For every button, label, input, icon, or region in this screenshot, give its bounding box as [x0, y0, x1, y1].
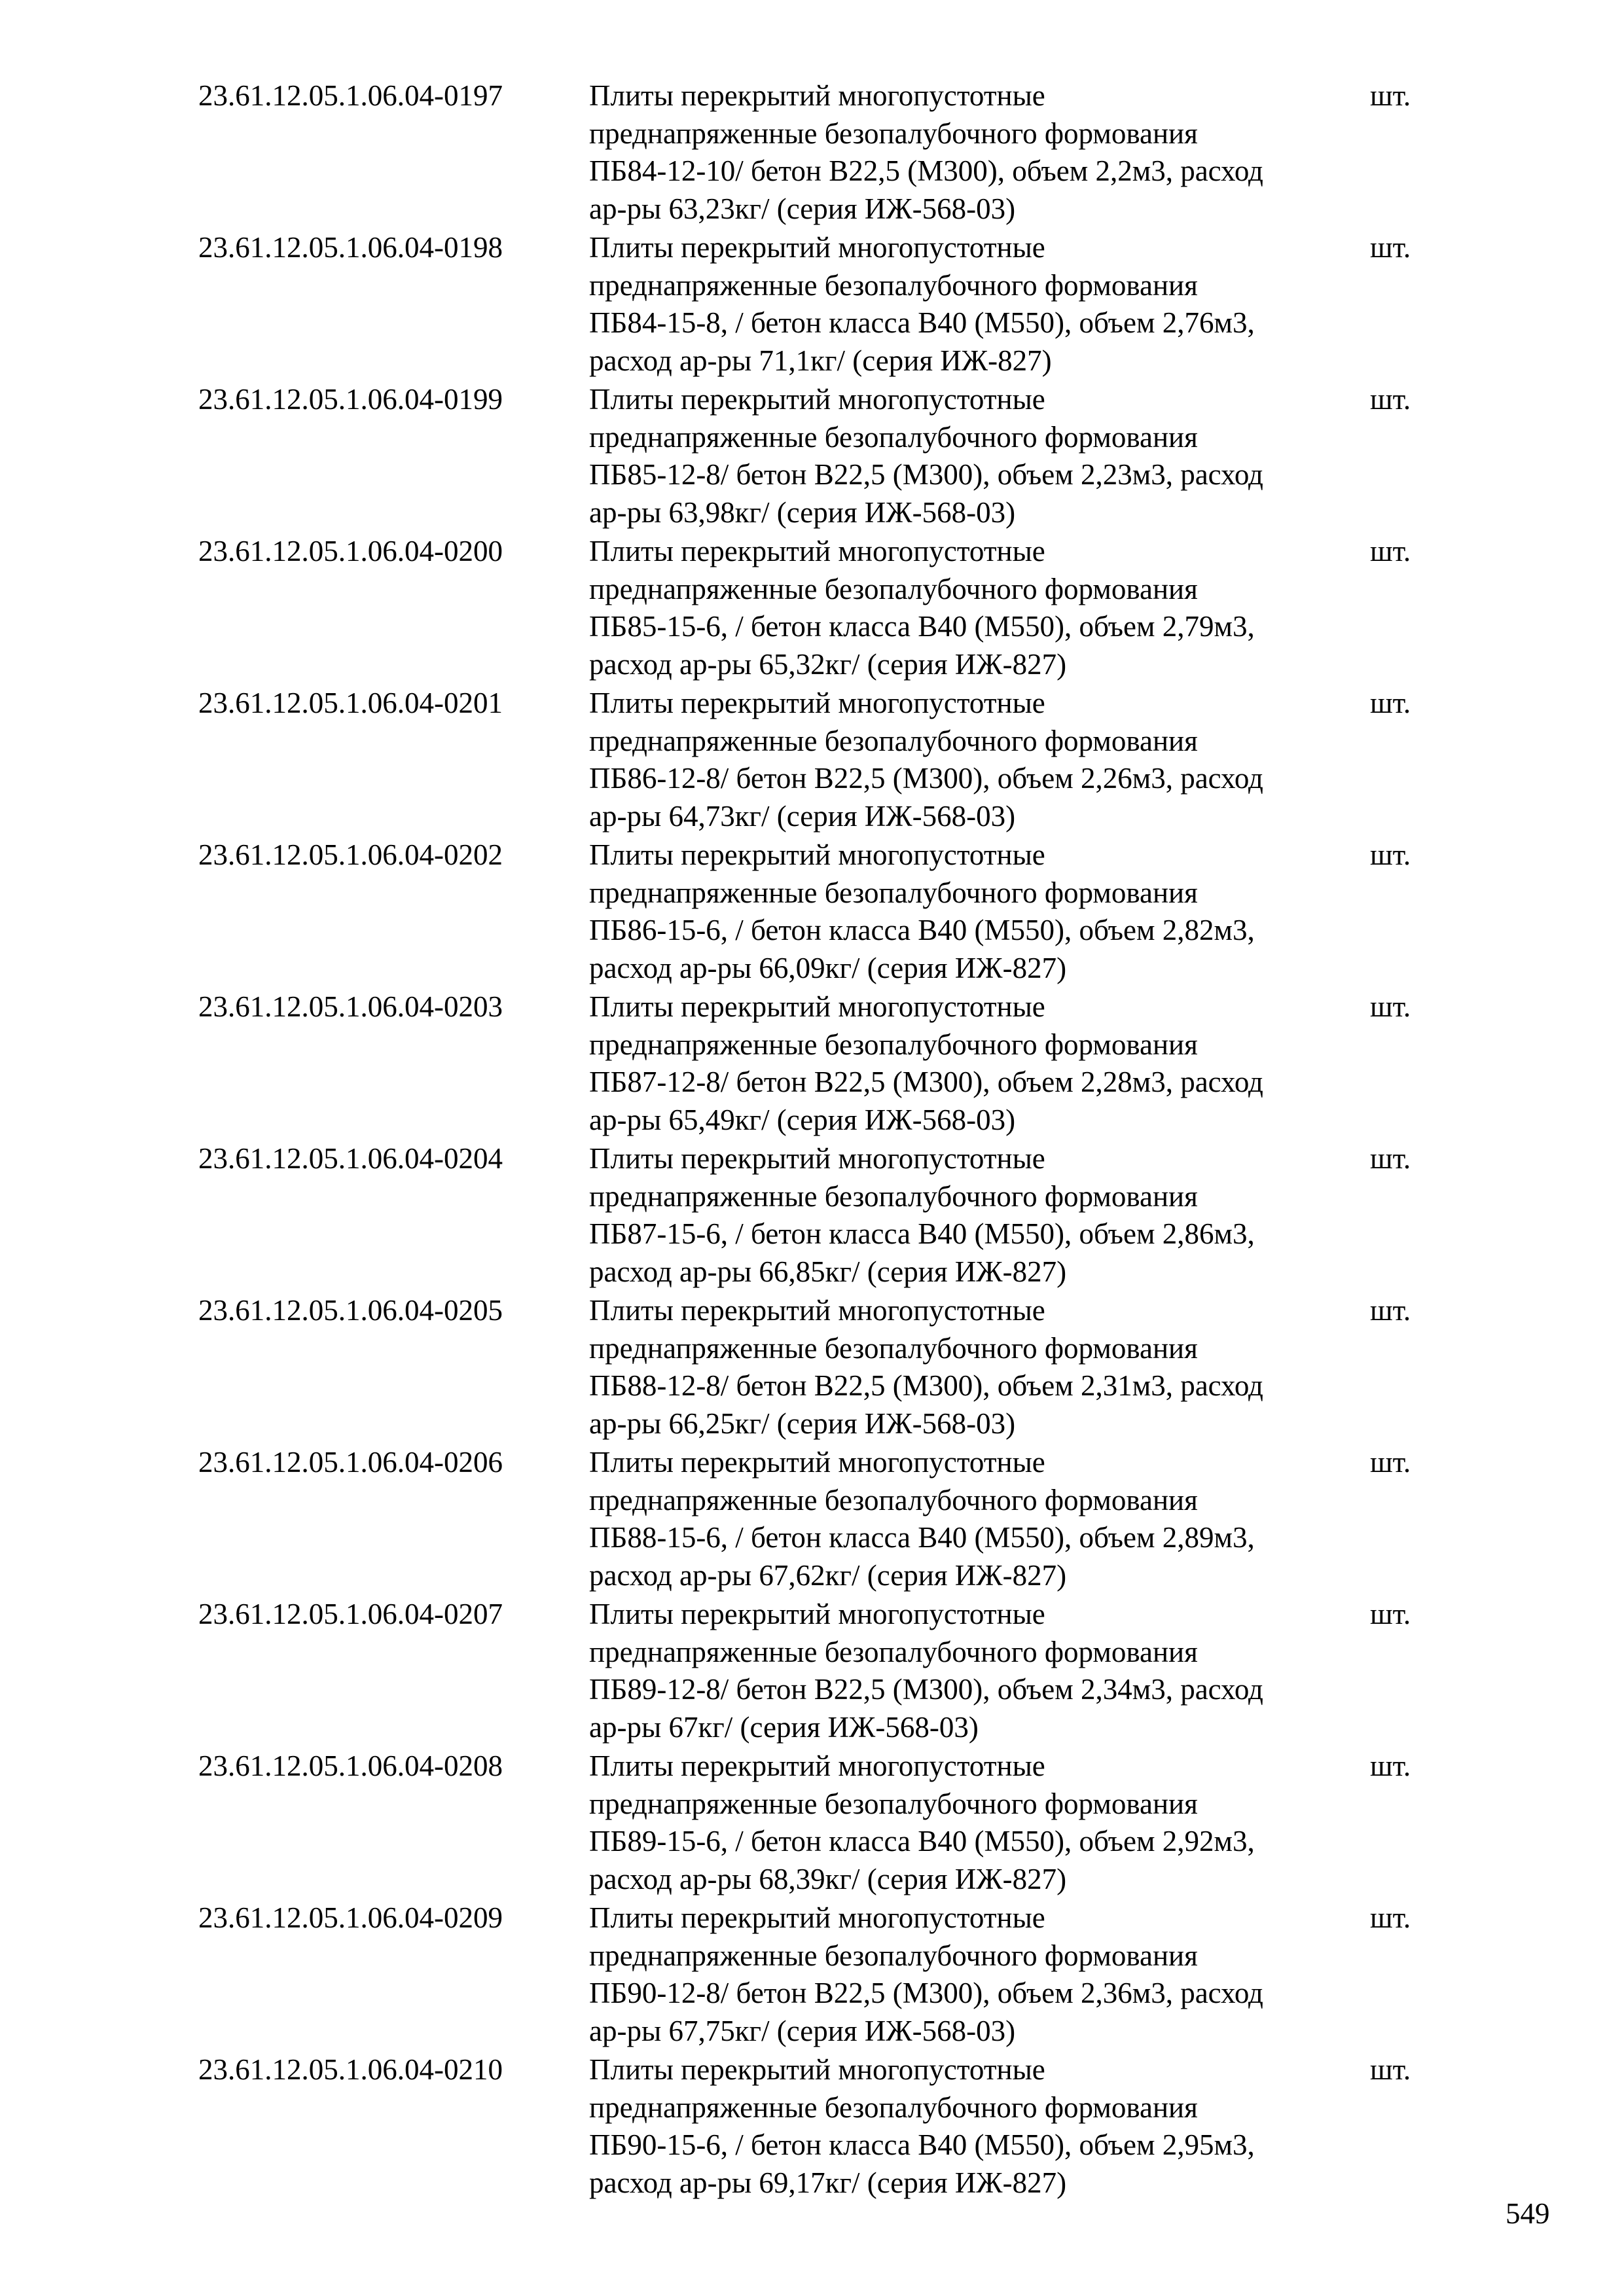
resource-code: 23.61.12.05.1.06.04-0210: [198, 2053, 503, 2086]
description-line: ар-ры 66,25кг/ (серия ИЖ-568-03): [589, 1407, 1016, 1440]
description-line: ПБ87-12-8/ бетон В22,5 (М300), объем 2,28м3, расход: [589, 1066, 1263, 1098]
description-line: Плиты перекрытий многопустотные: [589, 535, 1045, 567]
resource-description: [589, 381, 1375, 531]
page-number: 549: [1506, 2197, 1550, 2230]
unit-of-measure: шт.: [1370, 383, 1411, 416]
table-row: [0, 1444, 1624, 1596]
description-line: преднапряженные безопалубочного формования: [589, 1787, 1198, 1820]
unit-of-measure: шт.: [1370, 1598, 1411, 1630]
resource-description: [589, 1444, 1375, 1594]
description-line: ПБ90-15-6, / бетон класса В40 (М550), объем 2,95м3,: [589, 2128, 1255, 2161]
description-line: Плиты перекрытий многопустотные: [589, 838, 1045, 871]
resource-description: [589, 988, 1375, 1139]
description-line: расход ар-ры 66,09кг/ (серия ИЖ-827): [589, 951, 1067, 984]
description-line: расход ар-ры 69,17кг/ (серия ИЖ-827): [589, 2166, 1067, 2199]
description-line: преднапряженные безопалубочного формования: [589, 1635, 1198, 1668]
resource-code: 23.61.12.05.1.06.04-0199: [198, 383, 503, 416]
description-line: ПБ86-15-6, / бетон класса В40 (М550), объем 2,82м3,: [589, 914, 1255, 946]
description-line: Плиты перекрытий многопустотные: [589, 2053, 1045, 2086]
unit-of-measure: шт.: [1370, 1142, 1411, 1175]
description-line: преднапряженные безопалубочного формования: [589, 1179, 1198, 1213]
table-row: [0, 229, 1624, 381]
description-line: ПБ88-15-6, / бетон класса В40 (М550), объем 2,89м3,: [589, 1521, 1255, 1554]
description-line: Плиты перекрытий многопустотные: [589, 1294, 1045, 1327]
resource-code: 23.61.12.05.1.06.04-0208: [198, 1749, 503, 1782]
resource-description: [589, 1140, 1375, 1291]
description-line: расход ар-ры 65,32кг/ (серия ИЖ-827): [589, 647, 1067, 681]
resource-description: [589, 685, 1375, 835]
resource-description: [589, 1748, 1375, 1898]
unit-of-measure: шт.: [1370, 687, 1411, 719]
table-row: [0, 533, 1624, 685]
description-line: преднапряженные безопалубочного формования: [589, 572, 1198, 605]
description-line: Плиты перекрытий многопустотные: [589, 990, 1045, 1023]
resource-code: 23.61.12.05.1.06.04-0198: [198, 231, 503, 264]
resource-description: [589, 229, 1375, 380]
description-line: ПБ84-15-8, / бетон класса В40 (М550), объем 2,76м3,: [589, 306, 1255, 339]
description-line: Плиты перекрытий многопустотные: [589, 79, 1045, 112]
description-line: преднапряженные безопалубочного формования: [589, 1483, 1198, 1516]
resource-description: [589, 1292, 1375, 1443]
resource-code: 23.61.12.05.1.06.04-0202: [198, 838, 503, 871]
description-line: ар-ры 67,75кг/ (серия ИЖ-568-03): [589, 2014, 1016, 2047]
table-row: [0, 1596, 1624, 1748]
unit-of-measure: шт.: [1370, 231, 1411, 264]
description-line: Плиты перекрытий многопустотные: [589, 1142, 1045, 1175]
table-row: [0, 77, 1624, 229]
resource-code: 23.61.12.05.1.06.04-0203: [198, 990, 503, 1023]
resource-code: 23.61.12.05.1.06.04-0205: [198, 1294, 503, 1327]
description-line: Плиты перекрытий многопустотные: [589, 1749, 1045, 1782]
table-row: [0, 836, 1624, 988]
resource-code: 23.61.12.05.1.06.04-0207: [198, 1598, 503, 1630]
table-row: [0, 381, 1624, 533]
description-line: ар-ры 64,73кг/ (серия ИЖ-568-03): [589, 799, 1016, 833]
description-line: ар-ры 63,23кг/ (серия ИЖ-568-03): [589, 192, 1016, 225]
description-line: Плиты перекрытий многопустотные: [589, 1901, 1045, 1934]
table-row: [0, 2051, 1624, 2203]
unit-of-measure: шт.: [1370, 2053, 1411, 2086]
resource-description: [589, 836, 1375, 987]
table-row: [0, 1748, 1624, 1899]
description-line: ар-ры 63,98кг/ (серия ИЖ-568-03): [589, 495, 1016, 529]
description-line: преднапряженные безопалубочного формования: [589, 876, 1198, 909]
description-line: преднапряженные безопалубочного формования: [589, 1331, 1198, 1365]
description-line: преднапряженные безопалубочного формования: [589, 420, 1198, 454]
description-line: ПБ88-12-8/ бетон В22,5 (М300), объем 2,31м3, расход: [589, 1369, 1263, 1402]
description-line: Плиты перекрытий многопустотные: [589, 231, 1045, 264]
unit-of-measure: шт.: [1370, 990, 1411, 1023]
resource-code: 23.61.12.05.1.06.04-0206: [198, 1446, 503, 1479]
description-line: Плиты перекрытий многопустотные: [589, 383, 1045, 416]
description-line: Плиты перекрытий многопустотные: [589, 1446, 1045, 1479]
unit-of-measure: шт.: [1370, 838, 1411, 871]
table-row: [0, 1292, 1624, 1444]
description-line: ПБ89-15-6, / бетон класса В40 (М550), объем 2,92м3,: [589, 1825, 1255, 1857]
unit-of-measure: шт.: [1370, 535, 1411, 567]
table-row: [0, 988, 1624, 1140]
table-row: [0, 1899, 1624, 2051]
resource-description: [589, 533, 1375, 683]
description-line: расход ар-ры 66,85кг/ (серия ИЖ-827): [589, 1255, 1067, 1288]
resource-code: 23.61.12.05.1.06.04-0200: [198, 535, 503, 567]
description-line: расход ар-ры 68,39кг/ (серия ИЖ-827): [589, 1862, 1067, 1895]
unit-of-measure: шт.: [1370, 79, 1411, 112]
resource-description: [589, 2051, 1375, 2202]
description-line: преднапряженные безопалубочного формования: [589, 268, 1198, 302]
resource-code: 23.61.12.05.1.06.04-0204: [198, 1142, 503, 1175]
resource-code: 23.61.12.05.1.06.04-0197: [198, 79, 503, 112]
description-line: ПБ86-12-8/ бетон В22,5 (М300), объем 2,26м3, расход: [589, 762, 1263, 795]
description-line: преднапряженные безопалубочного формования: [589, 117, 1198, 150]
description-line: ар-ры 67кг/ (серия ИЖ-568-03): [589, 1710, 979, 1744]
description-line: Плиты перекрытий многопустотные: [589, 687, 1045, 719]
table-row: [0, 685, 1624, 836]
description-line: преднапряженные безопалубочного формования: [589, 1028, 1198, 1061]
description-line: преднапряженные безопалубочного формования: [589, 724, 1198, 757]
resource-code: 23.61.12.05.1.06.04-0209: [198, 1901, 503, 1934]
resource-code: 23.61.12.05.1.06.04-0201: [198, 687, 503, 719]
description-line: преднапряженные безопалубочного формования: [589, 1939, 1198, 1972]
description-line: Плиты перекрытий многопустотные: [589, 1598, 1045, 1630]
description-line: ПБ84-12-10/ бетон В22,5 (М300), объем 2,2м3, расход: [589, 154, 1263, 187]
description-line: ПБ85-12-8/ бетон В22,5 (М300), объем 2,23м3, расход: [589, 458, 1263, 491]
description-line: преднапряженные безопалубочного формования: [589, 2090, 1198, 2124]
unit-of-measure: шт.: [1370, 1294, 1411, 1327]
description-line: ПБ87-15-6, / бетон класса В40 (М550), объем 2,86м3,: [589, 1217, 1255, 1250]
description-line: ПБ85-15-6, / бетон класса В40 (М550), объем 2,79м3,: [589, 610, 1255, 643]
description-line: расход ар-ры 67,62кг/ (серия ИЖ-827): [589, 1558, 1067, 1592]
table-row: [0, 1140, 1624, 1292]
resource-description: [589, 1596, 1375, 1746]
unit-of-measure: шт.: [1370, 1901, 1411, 1934]
description-line: ПБ89-12-8/ бетон В22,5 (М300), объем 2,34м3, расход: [589, 1673, 1263, 1706]
resource-description: [589, 1899, 1375, 2050]
resource-description: [589, 77, 1375, 228]
description-line: ар-ры 65,49кг/ (серия ИЖ-568-03): [589, 1103, 1016, 1136]
unit-of-measure: шт.: [1370, 1749, 1411, 1782]
unit-of-measure: шт.: [1370, 1446, 1411, 1479]
description-line: ПБ90-12-8/ бетон В22,5 (М300), объем 2,36м3, расход: [589, 1977, 1263, 2009]
description-line: расход ар-ры 71,1кг/ (серия ИЖ-827): [589, 344, 1052, 377]
